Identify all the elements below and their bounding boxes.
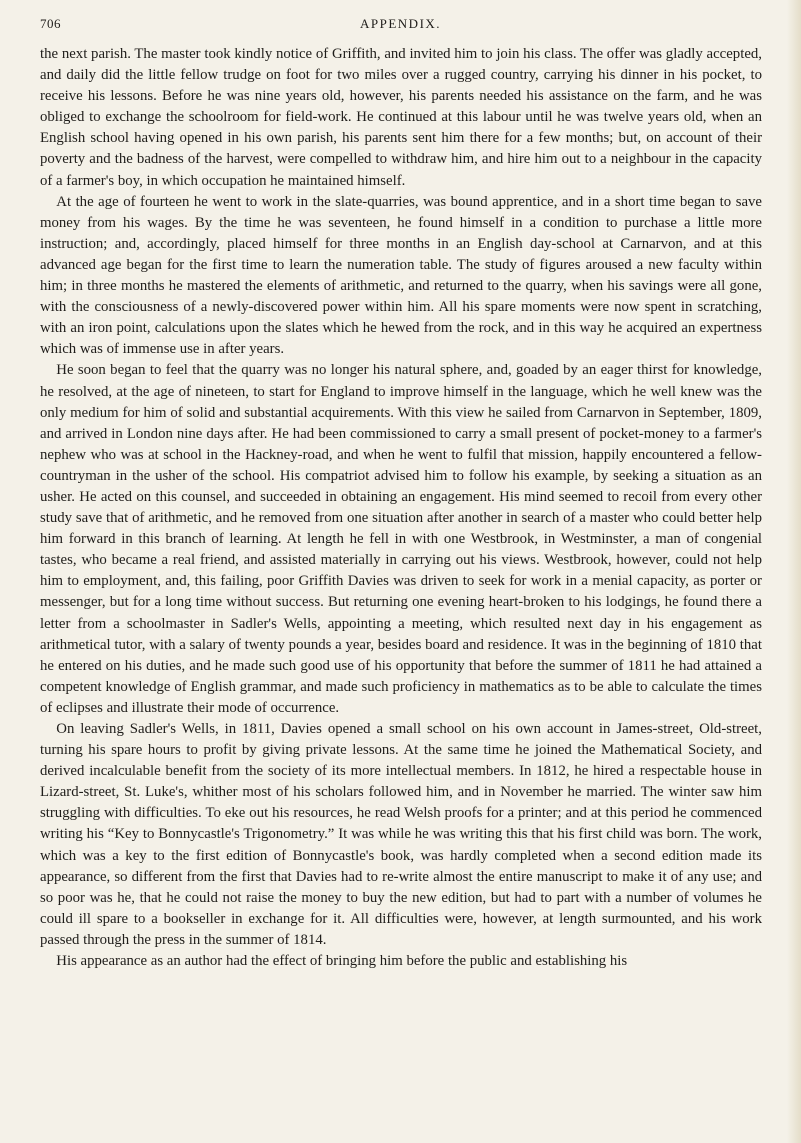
paragraph: He soon began to feel that the quarry was no longer his natural sphere, and, goaded by an eager thirst for knowledge, he resolved, at the age of nineteen, to start for England to improve himself in the language, which he well knew was the only medium for him of solid and substantial acquirements. With this view he sailed from Carnarvon in September, 1809, and arrived in London nine days after. He had been commissioned to carry a small present of pocket-money to a farmer's nephew who was at school in the Hackney-road, and when he went to fulfil that mission, happily encountered a fellow-countryman in the usher of the school. His compatriot advised him to follow his example, by seeking a situation as an usher. He acted on this counsel, and succeeded in obtaining an engagement. His mind seemed to recoil from every other study save that of arithmetic, and he removed from one situation after another in search of a master who could better help him forward in this branch of learning. At length he fell in with one Westbrook, in Westminster, a man of congenial tastes, who became a real friend, and assisted materially in carrying out his views. Westbrook, however, could not help him to employment, and, this failing, poor Griffith Davies was driven to seek for work in a menial capacity, as porter or messenger, but for a long time without success. But returning one evening heart-broken to his lodgings, he found there a letter from a schoolmaster in Sadler's Wells, appointing a meeting, which resulted next day in his engagement as arithmetical tutor, with a salary of twenty pounds a year, besides board and residence. It was in the beginning of 1810 that he entered on his duties, and he made such good use of his opportunity that before the summer of 1811 he had attained a competent knowledge of English grammar, and made such proficiency in mathematics as to be able to calculate the times of eclipses and illustrate their mode of occurrence. <box>40 362 762 716</box>
body-text <box>40 44 762 972</box>
running-title: APPENDIX. <box>360 16 442 31</box>
running-head <box>40 12 762 34</box>
paragraph: At the age of fourteen he went to work in the slate-quarries, was bound apprentice, and in a short time began to save money from his wages. By the time he was seventeen, he found himself in a condition to purchase a little more instruction; and, accordingly, placed himself for three months in an English day-school at Carnarvon, and at this advanced age began for the first time to learn the numeration table. The study of figures aroused a new faculty within him; in three months he mastered the elements of arithmetic, and returned to the quarry, when his savings were all gone, with the consciousness of a newly-discovered power within him. All his spare moments were now spent in scratching, with an iron point, calculations upon the slates which he hewed from the rock, and in this way he acquired an expertness which was of immense use in after years. <box>40 193 762 358</box>
page-edge-shadow <box>787 0 801 1143</box>
paragraph: His appearance as an author had the effect of bringing him before the public and establishing his <box>56 953 628 970</box>
paragraph: On leaving Sadler's Wells, in 1811, Davies opened a small school on his own account in James-street, Old-street, turning his spare hours to profit by giving private lessons. At the same time he joined the Mathematical Society, and derived incalculable benefit from the society of its more intellectual members. In 1812, he hired a respectable house in Lizard-street, St. Luke's, whither most of his scholars followed him, and in November he married. The winter saw him struggling with difficulties. To eke out his resources, he read Welsh proofs for a printer; and at this period he commenced writing his “Key to Bonnycastle's Trigonometry.” It was while he was writing this that his first child was born. The work, which was a key to the first edition of Bonnycastle's book, was hardly completed when a second edition made its appearance, so different from the first that Davies had to re-write almost the entire manuscript to make it of any use; and so poor was he, that he could not raise the money to buy the new edition, but had to part with a number of volumes he could ill spare to a bookseller in exchange for it. All difficulties were, however, at length surmounted, and his work passed through the press in the summer of 1814. <box>40 721 762 948</box>
page-number: 706 <box>40 16 61 31</box>
book-page <box>40 12 762 1130</box>
paragraph: the next parish. The master took kindly notice of Griffith, and invited him to join his class. The offer was gladly accepted, and daily did the little fellow trudge on foot for two miles over a rugged country, carrying his dinner in his pocket, to receive his lessons. Before he was nine years old, however, his parents needed his assistance on the farm, and he was obliged to exchange the schoolroom for field-work. He continued at this labour until he was twelve years old, when an English school having opened in his own parish, his parents sent him there for a few months; but, on account of their poverty and the badness of the harvest, were compelled to withdraw him, and hire him out to a neighbour in the capacity of a farmer's boy, in which occupation he maintained himself. <box>40 46 762 189</box>
